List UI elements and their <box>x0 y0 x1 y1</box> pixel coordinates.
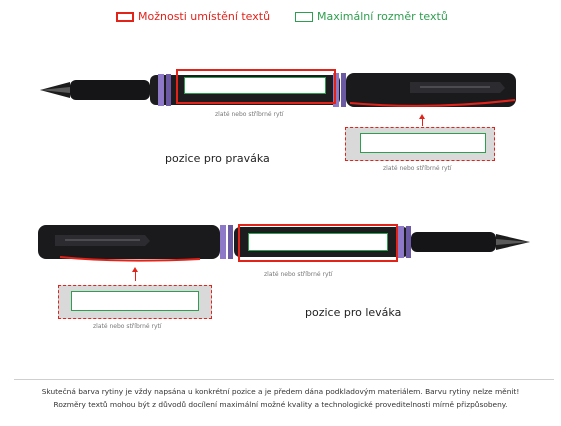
arrow-line <box>422 118 423 126</box>
engrave-label-barrel-left: zlaté nebo stříbrné rytí <box>264 271 333 278</box>
legend-placement-swatch <box>116 12 134 22</box>
max-text-area-cap-right <box>360 133 486 153</box>
position-label-right-hand: pozice pro praváka <box>165 152 270 165</box>
position-label-left-hand: pozice pro leváka <box>305 306 402 319</box>
footer-note-line1: Skutečná barva rytiny je vždy napsána u konkrétní pozice a je předem dána podkladovým materiálem. Barvu rytiny nelze měnit! <box>41 387 520 396</box>
legend-placement-label: Možnosti umístění textů <box>138 10 271 23</box>
engrave-label-cap-right: zlaté nebo stříbrné rytí <box>383 165 452 172</box>
engrave-label-barrel-right: zlaté nebo stříbrné rytí <box>215 111 284 118</box>
legend-max-size-swatch <box>295 12 313 22</box>
max-text-area-barrel-left <box>248 233 388 251</box>
max-text-area-barrel-right <box>184 77 326 94</box>
footer-divider <box>14 379 554 380</box>
engrave-label-cap-left: zlaté nebo stříbrné rytí <box>93 323 162 330</box>
legend-max-size-label: Maximální rozměr textů <box>317 10 448 23</box>
arrow-line <box>135 271 136 281</box>
max-text-area-cap-left <box>71 291 199 311</box>
footer-note-line2: Rozměry textů mohou být z důvodů docílení maximální možné kvality a technologické proveditelnosti mírně přizpůsobeny. <box>53 400 508 409</box>
